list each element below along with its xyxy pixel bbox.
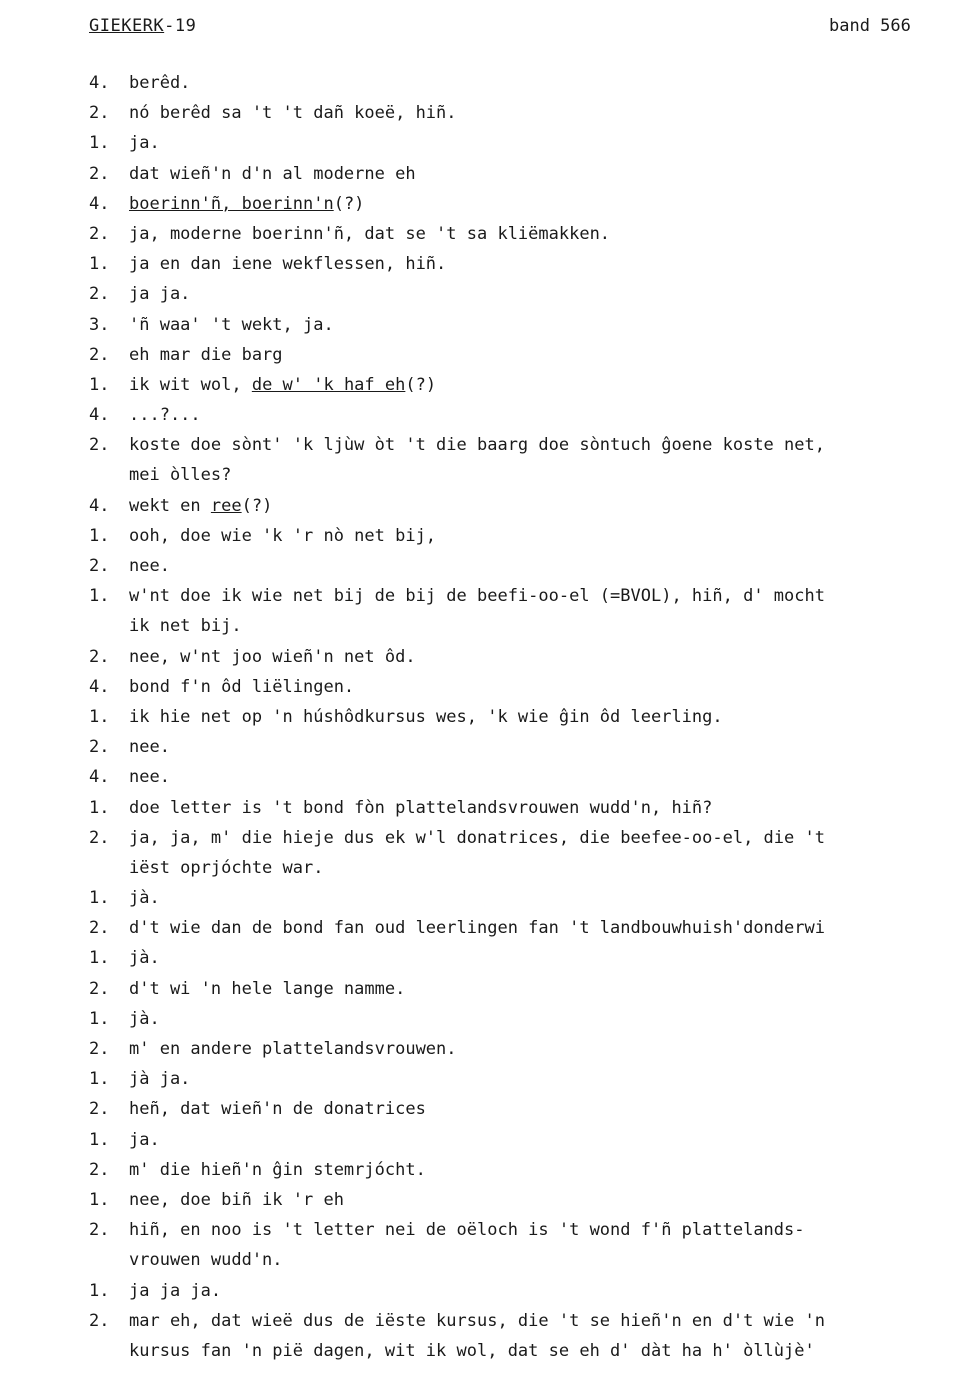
- utterance-segment: mar eh, dat wieë dus de iëste kursus, die 't se hieñ'n en d't wie 'n: [129, 1310, 825, 1331]
- utterance-segment: nee, doe biñ ik 'r eh: [129, 1189, 344, 1210]
- speaker-number: 1.: [89, 1008, 110, 1029]
- utterance-text: [129, 943, 973, 973]
- transcript-line: [89, 974, 973, 1004]
- utterance-segment: doe letter is 't bond fòn plattelandsvrouwen wudd'n, hiñ?: [129, 797, 713, 818]
- utterance-segment: koste doe sònt' 'k ljùw òt 't die baarg doe sòntuch ĝoene koste net,: [129, 435, 825, 456]
- transcript-line: [89, 732, 973, 762]
- speaker-number: 2.: [89, 1220, 110, 1241]
- utterance-text: [129, 1336, 973, 1366]
- place-name: GIEKERK: [89, 16, 165, 36]
- utterance-text: [129, 279, 973, 309]
- utterance-text: [129, 732, 973, 762]
- utterance-text: [129, 491, 973, 521]
- speaker-number: 2.: [89, 978, 110, 999]
- transcript-line: [89, 128, 973, 158]
- utterance-segment: nee.: [129, 556, 170, 576]
- speaker-number: 1.: [89, 254, 110, 275]
- utterance-segment: wekt en: [129, 495, 211, 516]
- transcript-line: [89, 883, 973, 913]
- utterance-segment: jà.: [129, 948, 160, 969]
- speaker-number: 1.: [89, 1189, 110, 1210]
- transcript-line: [89, 1125, 973, 1155]
- transcript-line: [89, 68, 973, 98]
- band-number: band 566: [829, 16, 911, 36]
- utterance-segment: ja, ja, m' die hieje dus ek w'l donatrices, die beefee-oo-el, die 't: [129, 827, 825, 848]
- utterance-text: [129, 883, 973, 913]
- document-number: -19: [164, 16, 197, 36]
- transcript-line: [89, 189, 973, 219]
- speaker-number: 2.: [89, 435, 110, 456]
- transcript-line: [89, 672, 973, 702]
- utterance-text: [129, 430, 973, 460]
- transcript-line: [89, 430, 973, 460]
- utterance-text: [129, 460, 973, 490]
- transcript-line: [89, 762, 973, 792]
- utterance-text: [129, 340, 973, 370]
- utterance-segment: ja.: [129, 133, 160, 154]
- speaker-number: 4.: [89, 495, 110, 516]
- speaker-number: 1.: [89, 1129, 110, 1150]
- utterance-segment: d't wi 'n hele lange namme.: [129, 978, 406, 999]
- speaker-number: 2.: [89, 646, 110, 667]
- utterance-text: [129, 1306, 973, 1336]
- uncertain-mark: (?): [333, 193, 365, 214]
- speaker-number: [89, 853, 129, 883]
- utterance-segment: ja.: [129, 1129, 160, 1150]
- utterance-text: [129, 1064, 973, 1094]
- utterance-text: [129, 98, 973, 128]
- utterance-text: [129, 249, 973, 279]
- speaker-number: 1.: [89, 948, 110, 969]
- utterance-segment: ooh, doe wie 'k 'r nò net bij,: [129, 525, 437, 546]
- utterance-text: [129, 642, 973, 672]
- speaker-number: 4.: [89, 193, 110, 214]
- speaker-number: 4.: [89, 73, 110, 93]
- speaker-number: 2.: [89, 1310, 110, 1331]
- transcript-line: [89, 611, 973, 641]
- speaker-number: 1.: [89, 133, 110, 154]
- transcript-line: [89, 460, 973, 490]
- utterance-text: [129, 702, 973, 732]
- transcript-line: [89, 1336, 973, 1366]
- speaker-number: 1.: [89, 797, 110, 818]
- underlined-segment: ree: [210, 495, 242, 516]
- speaker-number: 1.: [89, 586, 110, 607]
- utterance-text: [129, 1034, 973, 1064]
- transcript-line: [89, 702, 973, 732]
- transcript-line: [89, 581, 973, 611]
- uncertain-mark: (?): [241, 495, 273, 516]
- speaker-number: 2.: [89, 1039, 110, 1059]
- speaker-number: 4.: [89, 767, 110, 788]
- underlined-segment: boerinn'ñ, boerinn'n: [129, 193, 334, 214]
- utterance-text: [129, 159, 973, 189]
- utterance-text: [129, 611, 973, 641]
- utterance-text: [129, 853, 973, 883]
- transcript-line: [89, 1276, 973, 1306]
- transcript-line: [89, 793, 973, 823]
- utterance-text: [129, 974, 973, 1004]
- transcript-line: [89, 1306, 973, 1336]
- transcript-line: [89, 310, 973, 340]
- utterance-segment: ja en dan iene wekflessen, hiñ.: [129, 254, 447, 275]
- speaker-number: [89, 611, 129, 641]
- speaker-number: 4.: [89, 676, 110, 697]
- utterance-segment: mei òlles?: [129, 465, 232, 486]
- speaker-number: 2.: [89, 556, 110, 576]
- utterance-text: [129, 521, 973, 551]
- utterance-segment: w'nt doe ik wie net bij de bij de beefi-oo-el (=BVOL), hiñ, d' mocht: [129, 586, 825, 607]
- speaker-number: 1.: [89, 374, 110, 395]
- utterance-segment: 'ñ waa' 't wekt, ja.: [129, 314, 334, 335]
- utterance-text: [129, 1276, 973, 1306]
- speaker-number: 4.: [89, 405, 110, 426]
- utterance-segment: eh mar die barg: [129, 344, 283, 365]
- speaker-number: 2.: [89, 344, 110, 365]
- transcript-line: [89, 1185, 973, 1215]
- utterance-segment: ja, moderne boerinn'ñ, dat se 't sa kliëmakken.: [129, 223, 611, 244]
- speaker-number: 2.: [89, 163, 110, 184]
- transcript-line: [89, 279, 973, 309]
- utterance-segment: berêd.: [129, 73, 191, 93]
- utterance-segment: bond f'n ôd liëlingen.: [129, 676, 355, 697]
- speaker-number: 2.: [89, 223, 110, 244]
- utterance-segment: d't wie dan de bond fan oud leerlingen fan 't landbouwhuish'donderwi: [129, 918, 825, 939]
- utterance-segment: ...?...: [129, 405, 201, 426]
- utterance-text: [129, 1245, 973, 1275]
- transcript-line: [89, 249, 973, 279]
- transcript-line: [89, 853, 973, 883]
- utterance-segment: m' die hieñ'n ĝin stemrjócht.: [129, 1159, 426, 1180]
- utterance-text: [129, 581, 973, 611]
- transcript-line: [89, 913, 973, 943]
- transcript-line: [89, 1004, 973, 1034]
- speaker-number: 2.: [89, 284, 110, 305]
- utterance-text: [129, 1185, 973, 1215]
- speaker-number: 1.: [89, 1069, 110, 1090]
- utterance-segment: heñ, dat wieñ'n de donatrices: [129, 1099, 426, 1120]
- utterance-text: [129, 913, 973, 943]
- transcript-line: [89, 551, 973, 581]
- transcript-line: [89, 521, 973, 551]
- utterance-segment: ja ja.: [129, 284, 191, 305]
- transcript-line: [89, 370, 973, 400]
- speaker-number: 2.: [89, 918, 110, 939]
- utterance-text: [129, 219, 973, 249]
- utterance-text: [129, 762, 973, 792]
- utterance-text: [129, 672, 973, 702]
- speaker-number: 2.: [89, 827, 110, 848]
- utterance-segment: jà.: [129, 1008, 160, 1029]
- speaker-number: 2.: [89, 103, 110, 124]
- utterance-segment: m' en andere plattelandsvrouwen.: [129, 1039, 457, 1059]
- utterance-text: [129, 1004, 973, 1034]
- utterance-segment: nee.: [129, 767, 170, 788]
- speaker-number: 2.: [89, 737, 110, 758]
- speaker-number: 1.: [89, 888, 110, 909]
- utterance-segment: ja ja ja.: [129, 1280, 222, 1301]
- transcript-line: [89, 823, 973, 853]
- utterance-segment: nee.: [129, 737, 170, 758]
- transcript-line: [89, 943, 973, 973]
- utterance-text: [129, 1215, 973, 1245]
- uncertain-mark: (?): [405, 374, 437, 395]
- utterance-text: [129, 370, 973, 400]
- utterance-text: [129, 1094, 973, 1124]
- utterance-text: [129, 793, 973, 823]
- transcript-line: [89, 1245, 973, 1275]
- speaker-number: 2.: [89, 1099, 110, 1120]
- utterance-segment: nee, w'nt joo wieñ'n net ôd.: [129, 646, 416, 667]
- utterance-text: [129, 128, 973, 158]
- utterance-segment: ik net bij.: [129, 616, 242, 637]
- utterance-segment: jà ja.: [129, 1069, 191, 1090]
- utterance-segment: dat wieñ'n d'n al moderne eh: [129, 163, 416, 184]
- transcript-line: [89, 340, 973, 370]
- speaker-number: [89, 1245, 129, 1275]
- transcript-line: [89, 1155, 973, 1185]
- utterance-text: [129, 189, 973, 219]
- transcript-line: [89, 400, 973, 430]
- speaker-number: 1.: [89, 706, 110, 727]
- utterance-segment: hiñ, en noo is 't letter nei de oëloch is 't wond f'ñ plattelands-: [129, 1220, 805, 1241]
- underlined-segment: de w' 'k haf eh: [251, 374, 406, 395]
- transcript-line: [89, 491, 973, 521]
- speaker-number: 1.: [89, 1280, 110, 1301]
- speaker-number: [89, 1336, 129, 1366]
- transcript-line: [89, 1034, 973, 1064]
- utterance-segment: jà.: [129, 888, 160, 909]
- transcript: [89, 68, 973, 1366]
- speaker-number: 3.: [89, 314, 110, 335]
- utterance-text: [129, 68, 973, 98]
- transcript-line: [89, 219, 973, 249]
- transcript-line: [89, 1094, 973, 1124]
- speaker-number: 2.: [89, 1159, 110, 1180]
- speaker-number: 1.: [89, 525, 110, 546]
- utterance-segment: vrouwen wudd'n.: [129, 1250, 283, 1271]
- transcript-line: [89, 1215, 973, 1245]
- transcript-line: [89, 159, 973, 189]
- utterance-text: [129, 1125, 973, 1155]
- utterance-segment: ik wit wol,: [129, 374, 252, 395]
- transcript-line: [89, 642, 973, 672]
- transcript-line: [89, 1064, 973, 1094]
- utterance-segment: iëst oprjóchte war.: [129, 857, 324, 878]
- transcript-line: [89, 98, 973, 128]
- utterance-text: [129, 1155, 973, 1185]
- utterance-text: [129, 823, 973, 853]
- document-id: [89, 16, 196, 36]
- utterance-text: [129, 310, 973, 340]
- speaker-number: [89, 460, 129, 490]
- utterance-text: [129, 551, 973, 581]
- utterance-segment: nó berêd sa 't 't dañ koeë, hiñ.: [129, 103, 457, 124]
- utterance-text: [129, 400, 973, 430]
- utterance-segment: ik hie net op 'n húshôdkursus wes, 'k wie ĝin ôd leerling.: [129, 706, 723, 727]
- utterance-segment: kursus fan 'n pië dagen, wit ik wol, dat se eh d' dàt ha h' òllùjè': [129, 1340, 815, 1361]
